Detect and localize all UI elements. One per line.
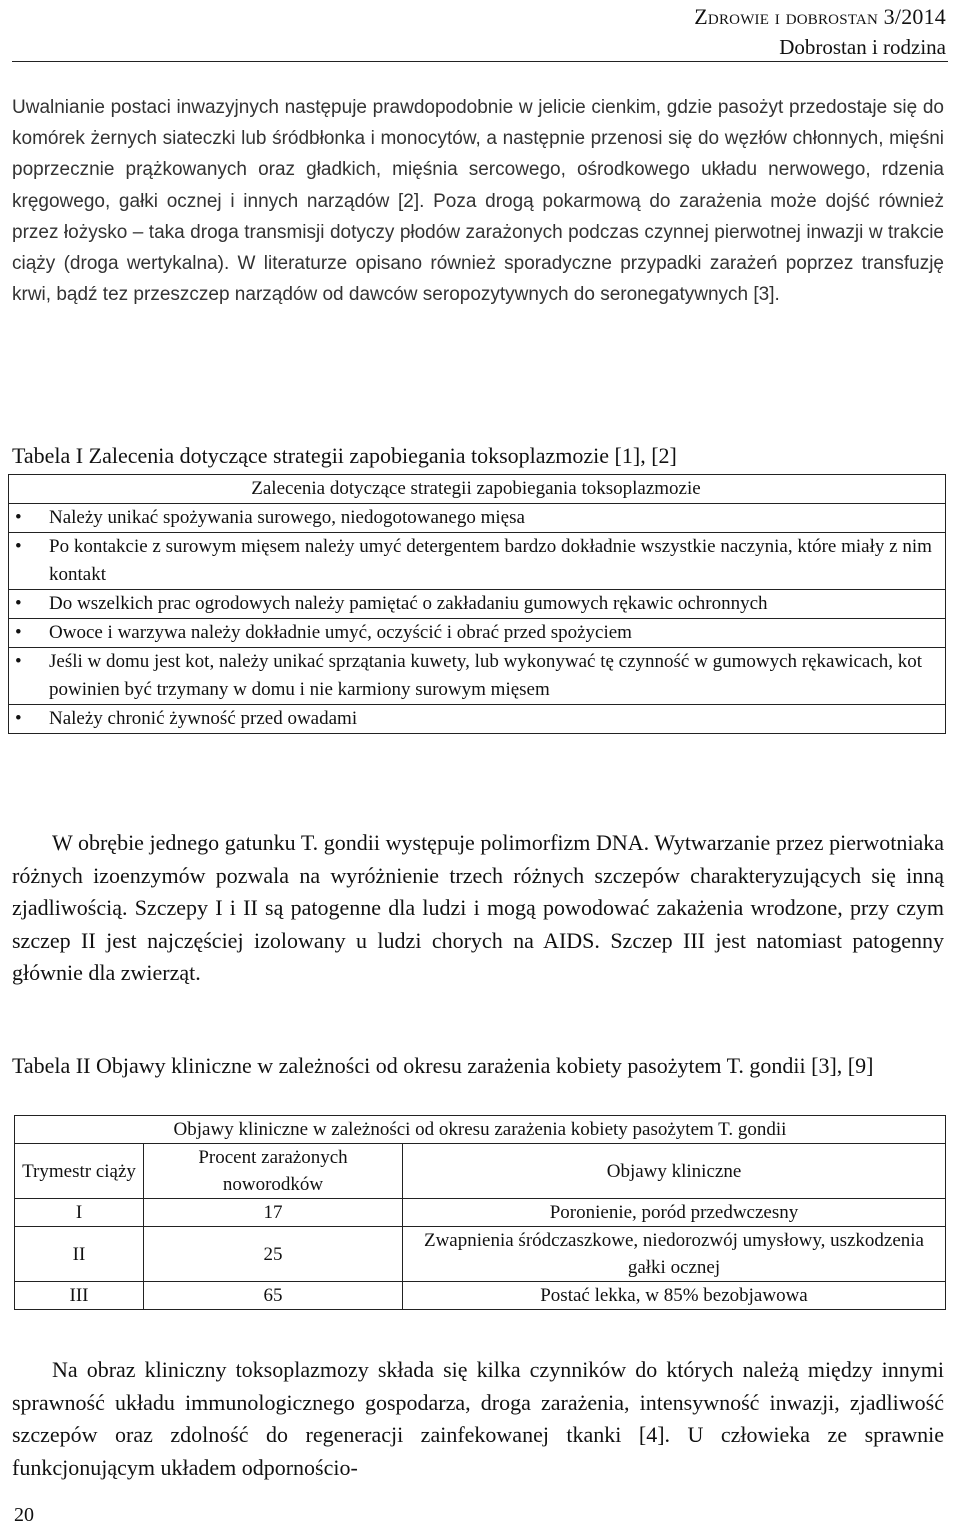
table-row	[9, 533, 946, 590]
table2-header-row	[15, 1144, 946, 1199]
trimester-cell: I	[15, 1199, 144, 1227]
table-row	[15, 1227, 946, 1282]
symptoms-cell: Poronienie, poród przedwczesny	[403, 1199, 946, 1227]
recommendation-text: Należy unikać spożywania surowego, niedogotowanego mięsa	[49, 507, 525, 528]
column-header-symptoms: Objawy kliniczne	[403, 1144, 946, 1199]
recommendation-text: Po kontakcie z surowym mięsem należy umyć detergentem bardzo dokładnie wszystkie naczynia, które miały z nim kontakt	[49, 536, 932, 585]
column-header-trimester: Trymestr ciąży	[15, 1144, 144, 1199]
bullet-icon: •	[15, 651, 22, 672]
table-row	[9, 619, 946, 648]
table-row	[15, 1282, 946, 1310]
paragraph-clinical-picture: Na obraz kliniczny toksoplazmozy składa się kilka czynników do których należą między innymi sprawność układu immunologicznego gospodarza, droga zarażenia, intensywność inwazji, zjadliwość szczepów oraz zdolność do regeneracji zainfekowanej tkanki [4]. U człowieka ze sprawnie funkcjonującym układem odpornościo-	[12, 1357, 944, 1480]
bullet-icon: •	[15, 622, 22, 643]
symptoms-cell: Postać lekka, w 85% bezobjawowa	[403, 1282, 946, 1310]
trimester-cell: III	[15, 1282, 144, 1310]
recommendation-text: Do wszelkich prac ogrodowych należy pamiętać o zakładaniu gumowych rękawic ochronnych	[49, 593, 768, 614]
recommendation-text: Owoce i warzywa należy dokładnie umyć, oczyścić i obrać przed spożyciem	[49, 622, 632, 643]
percent-cell: 65	[144, 1282, 403, 1310]
paragraph-invasive-forms: Uwalnianie postaci inwazyjnych następuje prawdopodobnie w jelicie cienkim, gdzie pasożyt przedostaje się do komórek żernych siateczki lub śródbłonka i monocytów, a następnie przenosi się do węzłów chłonnych, mięśni poprzecznie prążkowanych oraz gładkich, mięśnia sercowego, ośrodkowego układu nerwowego, rdzenia kręgowego, gałki ocznej i innych narządów [2]. Poza drogą pokarmową do zarażenia może dojść również przez łożysko – taka droga transmisji dotyczy płodów zarażonych podczas czynnej pierwotnej inwazji w trakcie ciąży (droga wertykalna). W literaturze opisano również sporadyczne przypadki zarażeń poprzez transfuzję krwi, bądź tez przeszczep narządów od dawców seropozytywnych do seronegatywnych [3].	[12, 97, 944, 306]
table1-header-row	[9, 475, 946, 504]
table-prevention-recommendations	[8, 474, 946, 734]
running-header	[694, 2, 946, 62]
journal-title: Zdrowie i dobrostan 3/2014	[694, 4, 946, 29]
section-title: Dobrostan i rodzina	[779, 35, 946, 59]
table-row	[9, 504, 946, 533]
recommendation-text: Jeśli w domu jest kot, należy unikać sprzątania kuwety, lub wykonywać tę czynność w gumowych rękawicach, kot powinien być trzymany w domu i nie karmiony surowym mięsem	[49, 651, 923, 700]
table2-caption: Tabela II Objawy kliniczne w zależności od okresu zarażenia kobiety pasożytem T. gondii [3], [9]	[12, 1053, 874, 1078]
recommendation-text: Należy chronić żywność przed owadami	[49, 708, 358, 729]
column-header-percent: Procent zarażonych noworodków	[144, 1144, 403, 1199]
header-rule	[12, 61, 948, 62]
percent-cell: 17	[144, 1199, 403, 1227]
table-clinical-symptoms	[14, 1115, 946, 1310]
paragraph-dna-polymorphism: W obrębie jednego gatunku T. gondii występuje polimorfizm DNA. Wytwarzanie przez pierwotniaka różnych izoenzymów pozwala na wyróżnienie trzech różnych szczepów charakteryzujących się inną zjadliwością. Szczepy I i II są patogenne dla ludzi i mogą powodować zakażenia wrodzone, przy czym szczep II jest najczęściej izolowany u ludzi chorych na AIDS. Szczep III jest natomiast patogenny głównie dla zwierząt.	[12, 830, 944, 985]
bullet-icon: •	[15, 507, 22, 528]
table1-header: Zalecenia dotyczące strategii zapobiegania toksoplazmozie	[9, 475, 946, 504]
table1-caption: Tabela I Zalecenia dotyczące strategii zapobiegania toksoplazmozie [1], [2]	[12, 443, 677, 468]
symptoms-cell: Zwapnienia śródczaszkowe, niedorozwój umysłowy, uszkodzenia gałki ocznej	[403, 1227, 946, 1282]
bullet-icon: •	[15, 593, 22, 614]
bullet-icon: •	[15, 536, 22, 557]
page-number: 20	[14, 1504, 34, 1526]
table-row	[15, 1199, 946, 1227]
table-row	[9, 705, 946, 734]
table2-title: Objawy kliniczne w zależności od okresu zarażenia kobiety pasożytem T. gondii	[15, 1116, 946, 1144]
percent-cell: 25	[144, 1227, 403, 1282]
table-row	[9, 590, 946, 619]
table2-title-row	[15, 1116, 946, 1144]
trimester-cell: II	[15, 1227, 144, 1282]
table-row	[9, 648, 946, 705]
bullet-icon: •	[15, 708, 22, 729]
